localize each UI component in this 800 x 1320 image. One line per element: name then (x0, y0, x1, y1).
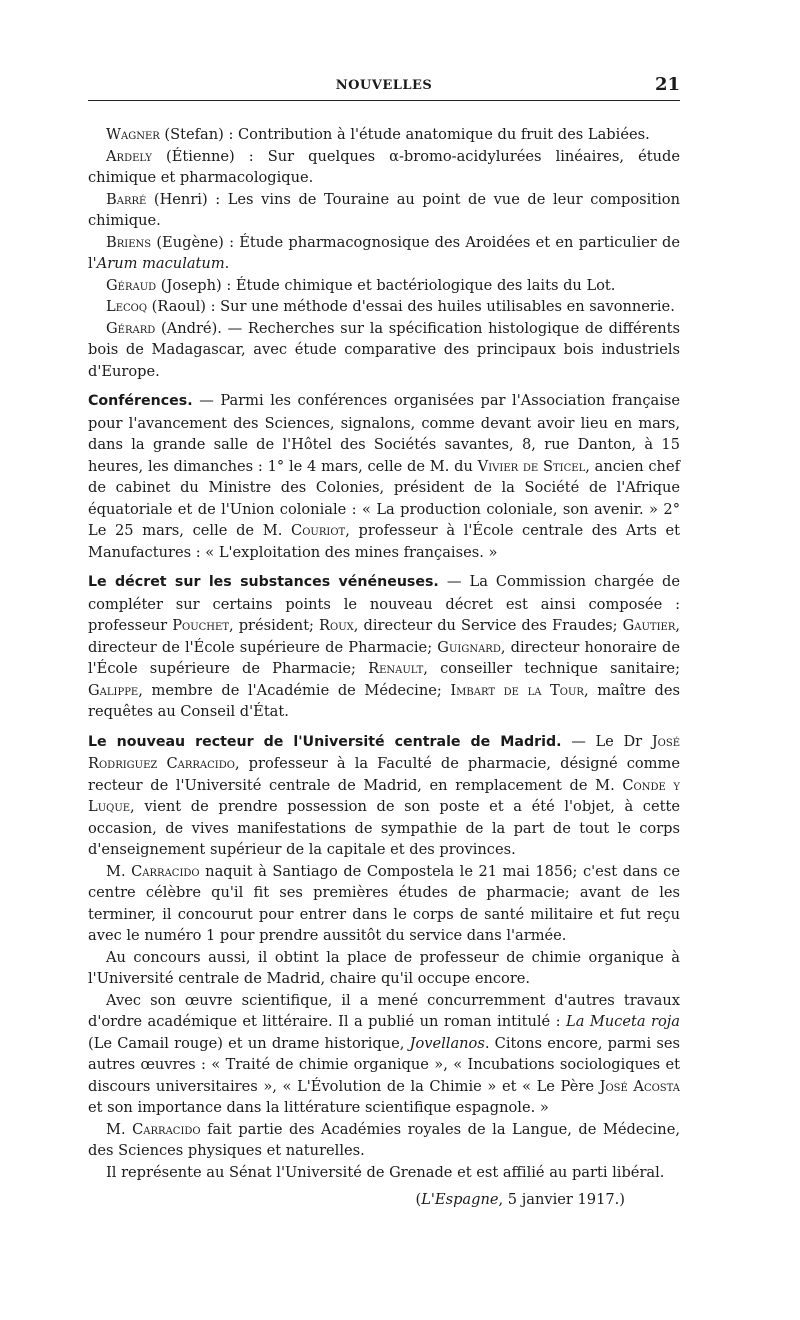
paragraph: Avec son œuvre scientifique, il a mené concurremment d'autres travaux d'ordre académique et littéraire. Il a publié un roman intitulé : La Muceta roja (Le Camail rouge) et un drame historique, Jovellanos. Citons encore, parmi ses autres œuvres : « Traité de chimie organique », « Incubations sociologiques et discours universitaires », « L'Évolution de la Chimie » et « Le Père José Acosta et son importance dans la littérature scientifique espagnole. » (88, 991, 680, 1116)
article-body (88, 124, 680, 1211)
running-header (88, 74, 680, 101)
section-heading: Le décret sur les substances vénéneuses. (88, 574, 439, 590)
thesis-entry: Gérard (André). — Recherches sur la spécification histologique de différents bois de Madagascar, avec étude comparative des principaux bois industriels d'Europe. (88, 319, 680, 380)
paragraph: Il représente au Sénat l'Université de Grenade et est affilié au parti libéral. (106, 1163, 665, 1181)
header-title: NOUVELLES (335, 78, 433, 93)
thesis-entry: Briens (Eugène) : Étude pharmacognosique des Aroidées et en particulier de l'Arum maculatum. (88, 233, 680, 272)
decret-section: Le décret sur les substances vénéneuses. — La Commission chargée de compléter sur certains points le nouveau décret est ainsi composée : professeur Pouchet, président; Roux, directeur du Service des Fraudes; Gautier, directeur de l'École supérieure de Pharmacie; Guignard, directeur honoraire de l'École supérieure de Pharmacie; Renault, conseiller technique sanitaire; Galippe, membre de l'Académie de Médecine; Imbart de la Tour, maître des requêtes au Conseil d'État. (88, 573, 681, 720)
thesis-entry: Lecoq (Raoul) : Sur une méthode d'essai des huiles utilisables en savonnerie. (106, 298, 675, 315)
conferences-section: Conférences. — Parmi les conférences organisées par l'Association française pour l'avancement des Sciences, signalons, comme devant avoir lieu en mars, dans la grande salle de l'Hôtel des Sociétés savantes, 8, rue Danton, à 15 heures, les dimanches : 1° le 4 mars, celle de M. du Vivier de Sticel, ancien chef de cabinet du Ministre des Colonies, président de la Société de l'Afrique équatoriale et de l'Union coloniale : « La production coloniale, son avenir. » 2° Le 25 mars, celle de M. Couriot, professeur à l'École centrale des Arts et Manufactures : « L'exploitation des mines françaises. » (88, 392, 680, 561)
paragraph: M. Carracido fait partie des Académies royales de la Langue, de Médecine, des Sciences physiques et naturelles. (88, 1120, 680, 1159)
recteur-section: Le nouveau recteur de l'Université centrale de Madrid. — Le Dr José Rodriguez Carracido, professeur à la Faculté de pharmacie, désigné comme recteur de l'Université centrale de Madrid, en remplacement de M. Conde y Luque, vient de prendre possession de son poste et a été l'objet, à cette occasion, de vives manifestations de sympathie de la part de tout le corps d'enseignement supérieur de la capitale et des provinces. (88, 732, 681, 858)
thesis-entry: Barré (Henri) : Les vins de Touraine au point de vue de leur composition chimique. (88, 190, 680, 229)
thesis-entry: Wagner (Stefan) : Contribution à l'étude anatomique du fruit des Labiées. (106, 126, 650, 143)
thesis-entry: Ardely (Étienne) : Sur quelques α-bromo-acidylurées linéaires, étude chimique et pharmacologique. (88, 147, 680, 186)
section-heading: Le nouveau recteur de l'Université centrale de Madrid. (88, 733, 562, 750)
thesis-entry: Géraud (Joseph) : Étude chimique et bactériologique des laits du Lot. (106, 276, 616, 294)
source-citation: (L'Espagne, 5 janvier 1917.) (415, 1191, 625, 1208)
section-heading: Conférences. (88, 393, 193, 409)
paragraph: Au concours aussi, il obtint la place de professeur de chimie organique à l'Université centrale de Madrid, chaire qu'il occupe encore. (88, 948, 680, 987)
page-number: 21 (654, 74, 680, 95)
paragraph: M. Carracido naquit à Santiago de Compostela le 21 mai 1856; c'est dans ce centre célèbre qu'il fit ses premières études de pharmacie; avant de les terminer, il concourut pour entrer dans le corps de santé militaire et fut reçu avec le numéro 1 pour prendre aussitôt du service dans l'armée. (88, 862, 680, 944)
